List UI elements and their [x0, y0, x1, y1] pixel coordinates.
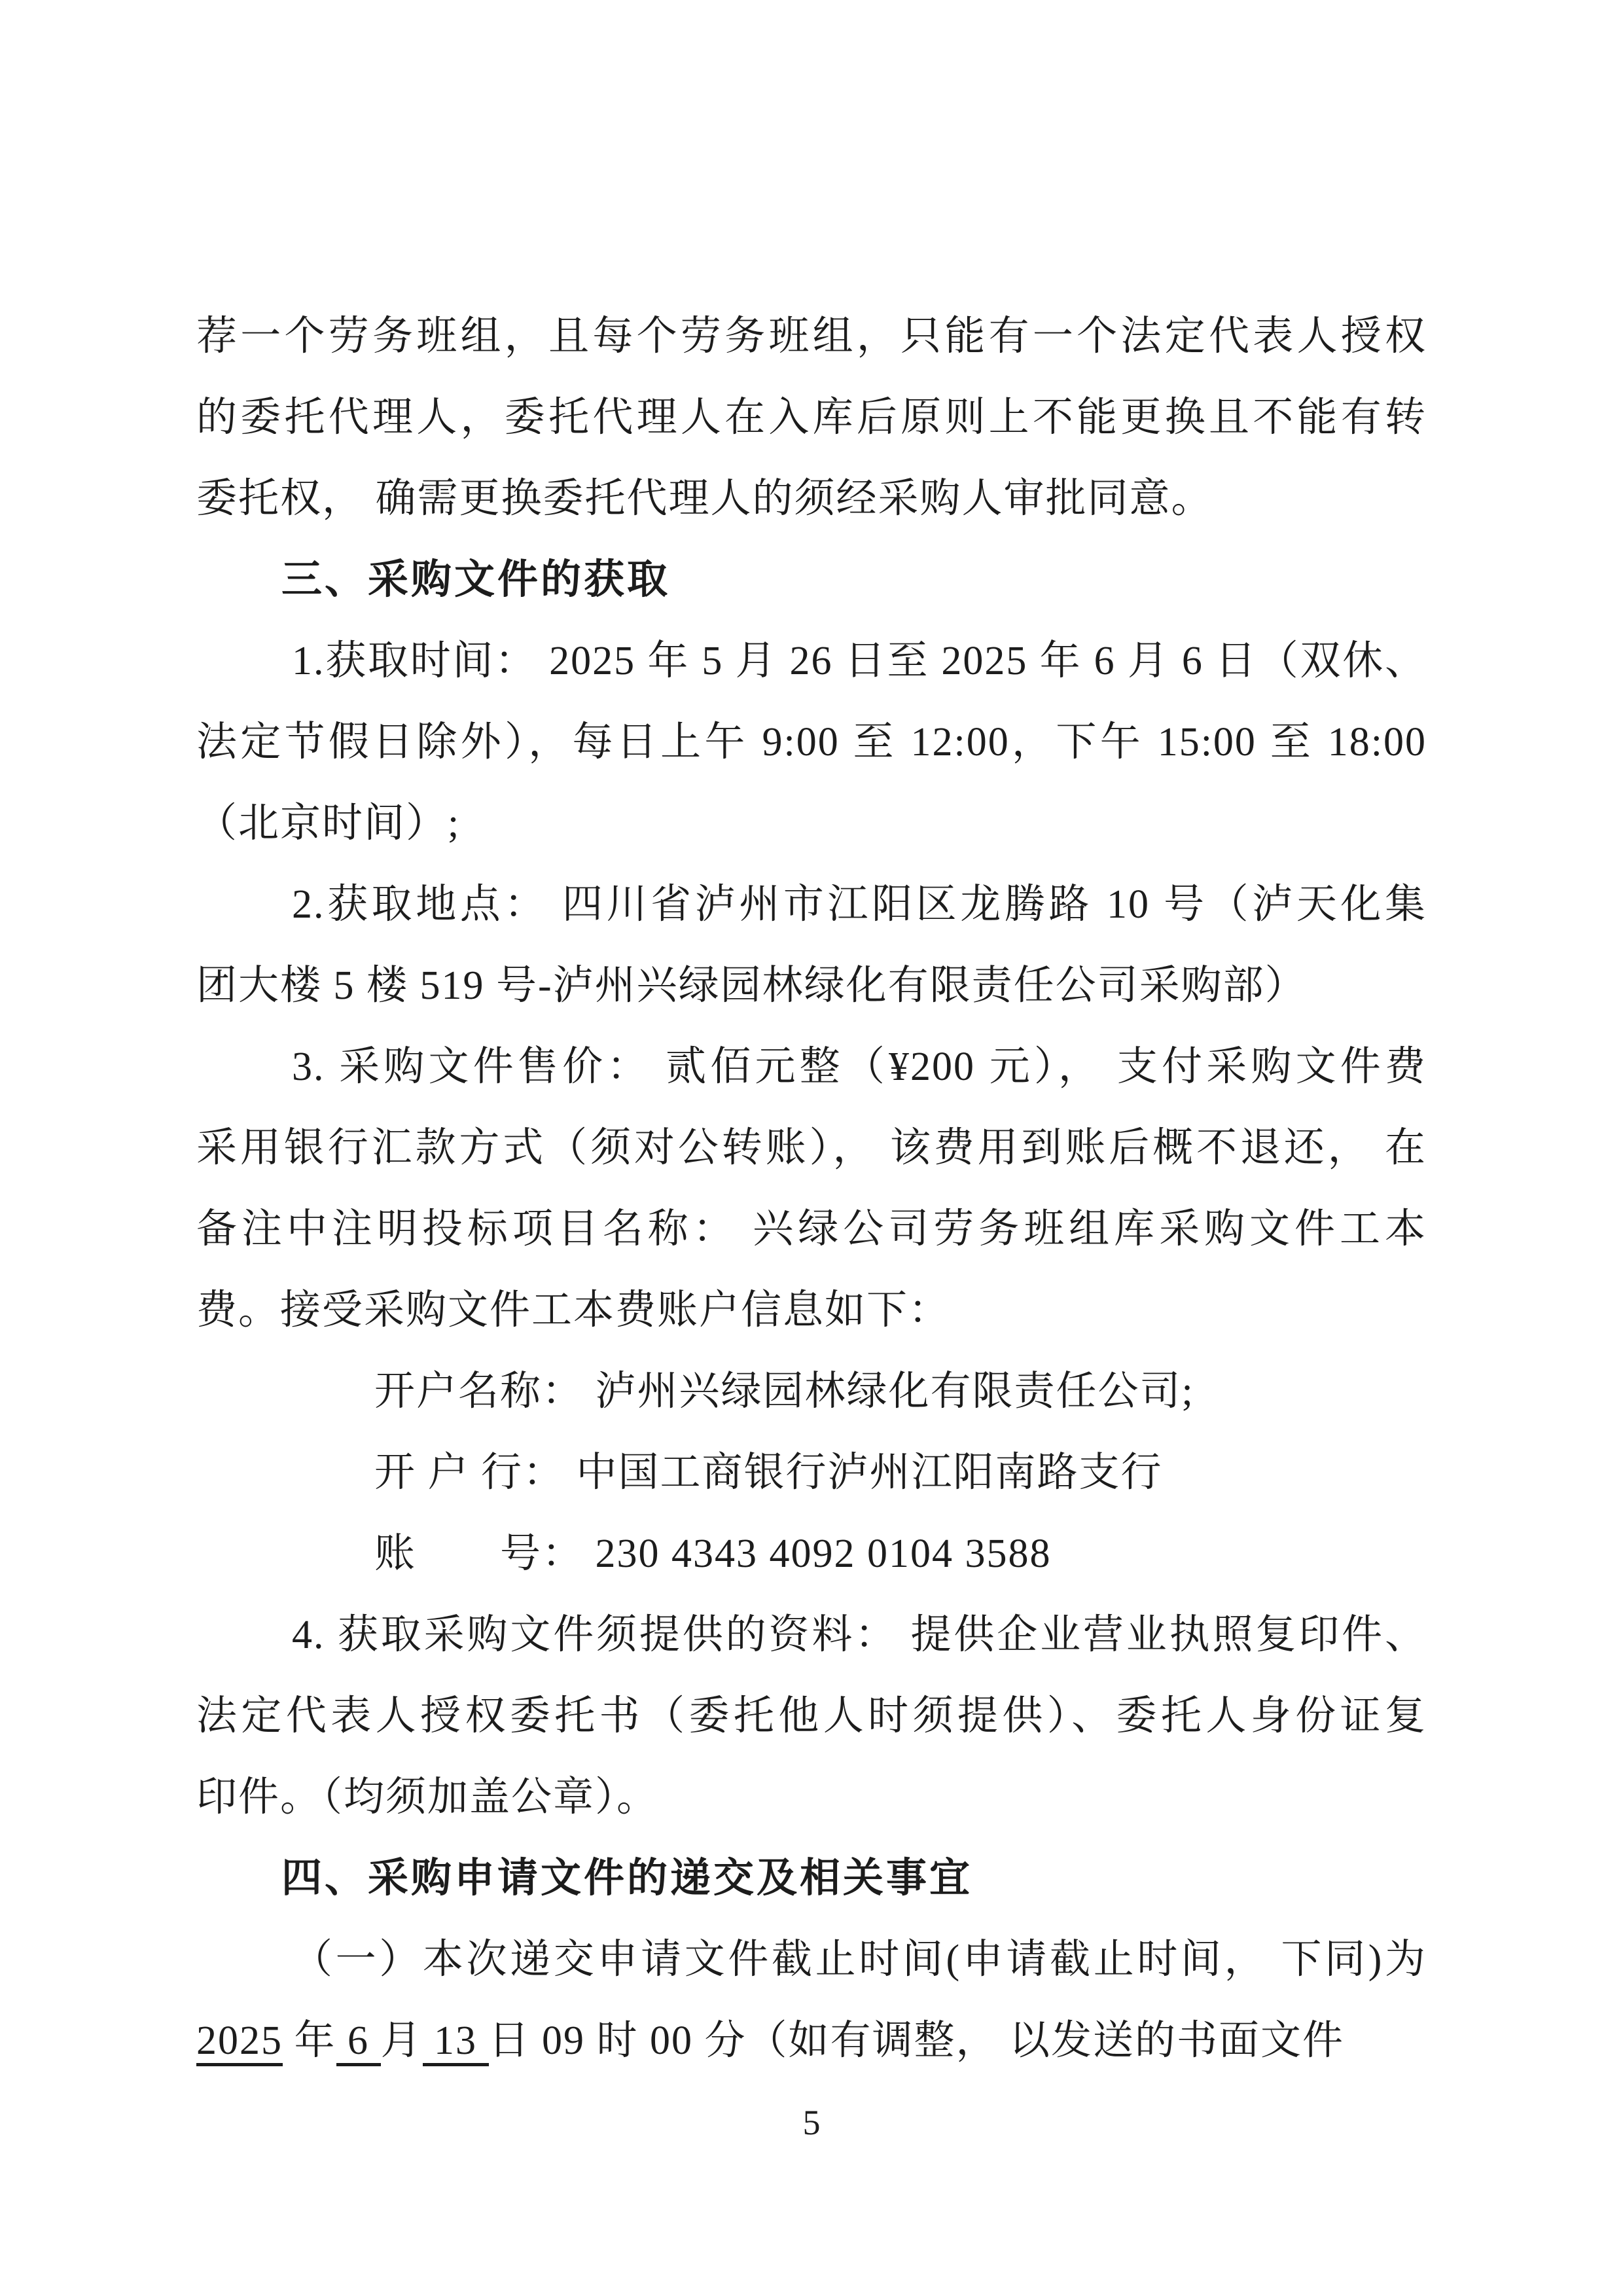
section-3-item-1-line-2: 法定节假日除外），每日上午 9:00 至 12:00，下午 15:00 至 18:00 [196, 720, 1427, 764]
section-3-item-1-line-3: （北京时间）; [196, 801, 461, 846]
deadline-rest: 日 09 时 00 分（如有调整， 以发送的书面文件 [488, 2018, 1345, 2063]
section-3-item-4-line-1: 4. 获取采购文件须提供的资料： 提供企业营业执照复印件、 [292, 1613, 1427, 1657]
deadline-month-unit: 月 [380, 2018, 423, 2063]
section-3-item-3-line-1: 3. 采购文件售价： 贰佰元整（¥200 元）， 支付采购文件费 [292, 1045, 1427, 1089]
intro-line-1: 荐一个劳务班组，且每个劳务班组，只能有一个法定代表人授权 [196, 314, 1427, 359]
account-number-line: 账 号： 230 4343 4092 0104 3588 [374, 1532, 1052, 1576]
account-name-line: 开户名称： 泸州兴绿园林绿化有限责任公司; [374, 1369, 1194, 1414]
section-3-item-2-line-2: 团大楼 5 楼 519 号-泸州兴绿园林绿化有限责任公司采购部） [196, 963, 1307, 1008]
section-3-item-4-line-2: 法定代表人授权委托书（委托他人时须提供）、委托人身份证复 [196, 1694, 1427, 1738]
deadline-day: 13 [423, 2018, 489, 2066]
document-body [196, 296, 1427, 2081]
section-3-item-4-line-3: 印件。（均须加盖公章）。 [196, 1775, 659, 1820]
deadline-month: 6 [336, 2018, 381, 2066]
intro-line-3: 委托权， 确需更换委托代理人的须经采购人审批同意。 [196, 476, 1213, 521]
deadline-year: 2025 [196, 2018, 283, 2066]
section-3-heading: 三、采购文件的获取 [281, 557, 671, 602]
deadline-year-unit: 年 [283, 2018, 336, 2063]
section-3-item-3-line-2: 采用银行汇款方式（须对公转账）， 该费用到账后概不退还， 在 [196, 1126, 1427, 1170]
account-bank-line: 开 户 行： 中国工商银行泸州江阳南路支行 [374, 1450, 1163, 1495]
section-3-item-3-line-3: 备注中注明投标项目名称： 兴绿公司劳务班组库采购文件工本 [196, 1207, 1427, 1251]
page-number: 5 [802, 2103, 821, 2142]
section-3-item-2-line-1: 2.获取地点： 四川省泸州市江阳区龙腾路 10 号（泸天化集 [292, 882, 1427, 927]
section-3-item-1-line-1: 1.获取时间： 2025 年 5 月 26 日至 2025 年 6 月 6 日（双休、 [292, 639, 1427, 683]
section-4-heading: 四、采购申请文件的递交及相关事宜 [281, 1856, 973, 1901]
section-3-item-3-line-4: 费。接受采购文件工本费账户信息如下： [196, 1288, 951, 1333]
intro-line-2: 的委托代理人，委托代理人在入库后原则上不能更换且不能有转 [196, 395, 1427, 440]
section-4-para-1-line-1: （一）本次递交申请文件截止时间(申请截止时间， 下同)为 [292, 1937, 1427, 1982]
deadline-date-line [196, 2000, 1427, 2081]
